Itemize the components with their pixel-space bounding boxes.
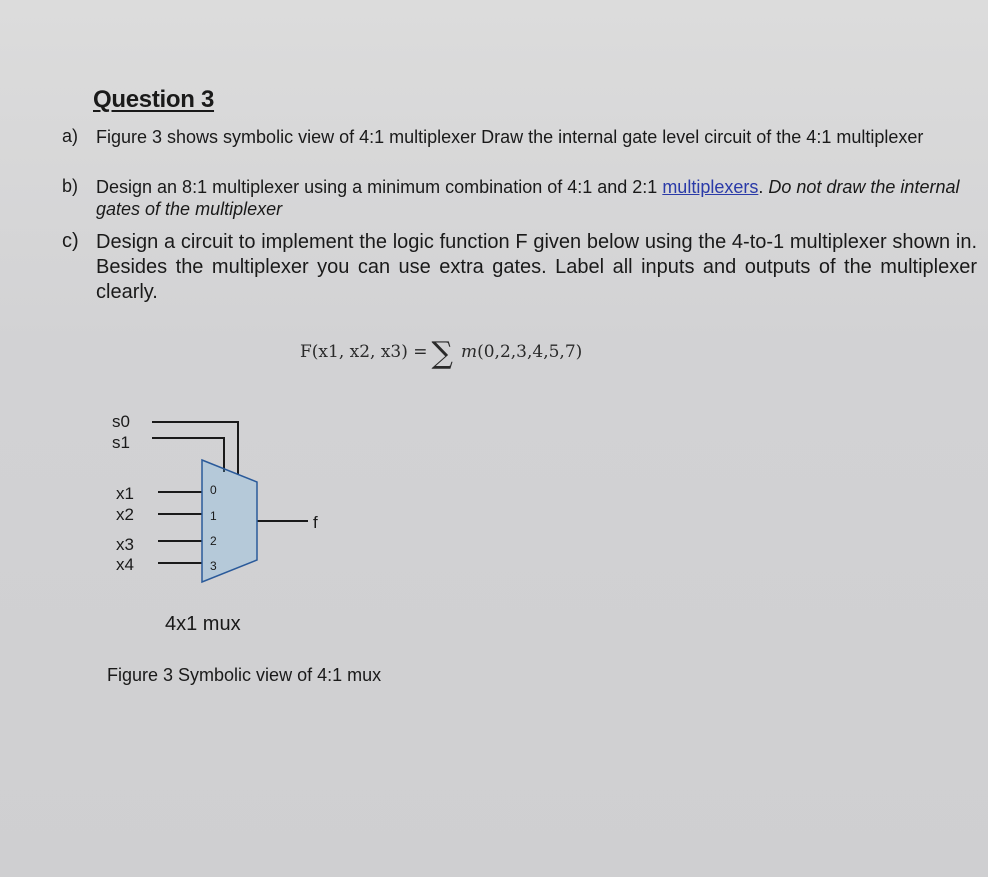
input-label-x2: x2 <box>116 505 134 524</box>
part-c-text: Design a circuit to implement the logic function F given below using the 4-to-1 multiplexer shown in. Besides the multiplexer you can use extra gates. Label all inputs and outputs of the multiplexer clearly. <box>96 231 977 303</box>
part-a-label: a) <box>62 126 79 146</box>
select-label-s1: s1 <box>112 433 130 452</box>
part-b-italic-note: Do not draw the internal gates of the multiplexer <box>96 177 960 219</box>
figure-caption: Figure 3 Symbolic view of 4:1 mux <box>107 665 382 685</box>
mux-pin-0: 0 <box>210 483 217 497</box>
part-a-text: Figure 3 shows symbolic view of 4:1 multiplexer Draw the internal gate level circuit of the 4:1 multiplexer <box>96 127 924 147</box>
input-label-x4: x4 <box>116 555 134 574</box>
output-label-f: f <box>313 513 318 532</box>
formula-minterms: (0,2,3,4,5,7) <box>477 342 583 362</box>
select-label-s0: s0 <box>112 412 130 431</box>
mux-label: 4x1 mux <box>165 613 241 635</box>
part-b-main-text: Design an 8:1 multiplexer using a minimum combination of 4:1 and 2:1 <box>96 177 663 197</box>
part-b-period: . <box>758 177 769 197</box>
mux-pin-1: 1 <box>210 509 217 523</box>
part-c-label: c) <box>62 230 79 252</box>
mux-pin-3: 3 <box>210 559 217 573</box>
formula-minterm-fn: m <box>460 342 478 362</box>
s0-wire <box>152 422 238 475</box>
sigma-symbol: ∑ <box>431 336 453 371</box>
formula-lhs: F(x1, x2, x3) = <box>300 342 428 362</box>
multiplexers-link[interactable]: multiplexers <box>662 177 759 197</box>
question-title: Question 3 <box>93 86 215 113</box>
part-b-label: b) <box>62 176 79 196</box>
input-label-x1: x1 <box>116 484 134 503</box>
input-label-x3: x3 <box>116 535 134 554</box>
mux-pin-2: 2 <box>210 534 217 548</box>
